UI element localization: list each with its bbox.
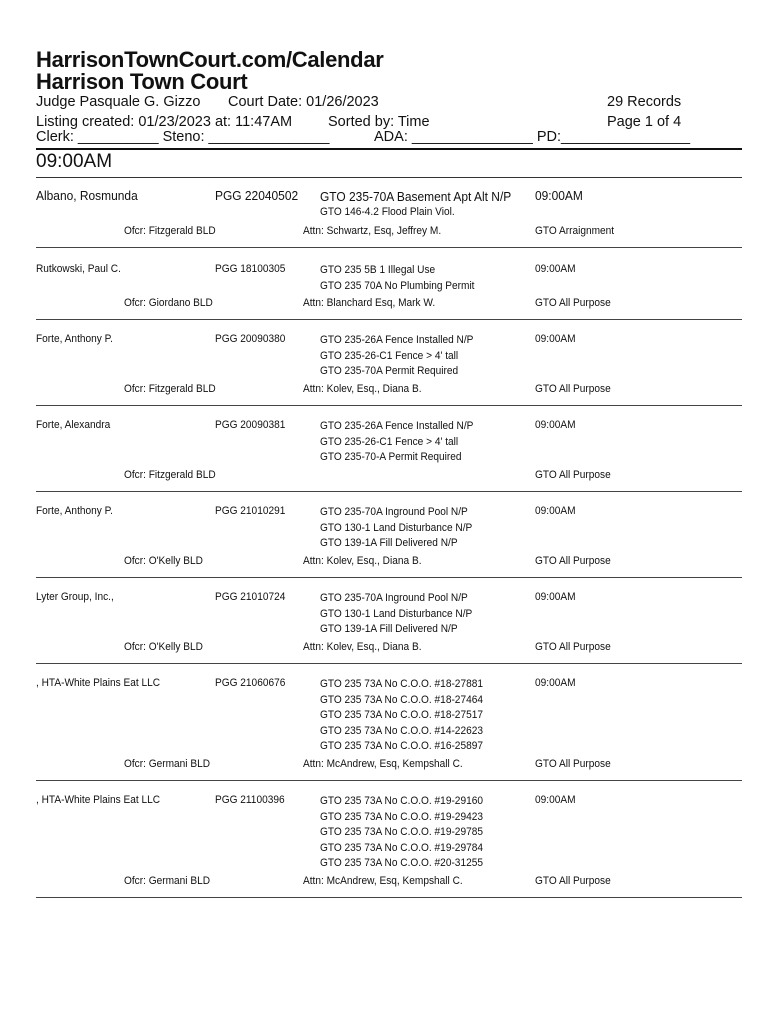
charge-line: GTO 235-70A Inground Pool N/P	[320, 592, 468, 604]
court-name: Harrison Town Court	[36, 69, 248, 94]
record-divider	[36, 405, 742, 406]
officer: Ofcr: Fitzgerald BLD	[124, 382, 216, 395]
charge-line: GTO 235-70A Inground Pool N/P	[320, 506, 468, 518]
case-number: PGG 20090380	[215, 333, 286, 345]
officer: Ofcr: O'Kelly BLD	[124, 554, 203, 567]
purpose: GTO All Purpose	[535, 468, 611, 481]
case-number: PGG 21060676	[215, 677, 286, 689]
defendant-name: Forte, Anthony P.	[36, 505, 113, 517]
charge-line: GTO 235 73A No C.O.O. #18-27464	[320, 693, 483, 706]
case-number: PGG 21100396	[215, 794, 285, 806]
purpose: GTO All Purpose	[535, 554, 611, 567]
charges-list	[320, 505, 486, 552]
charge-line: GTO 139-1A Fill Delivered N/P	[320, 537, 458, 550]
defendant-name: Albano, Rosmunda	[36, 188, 138, 203]
charge-line: GTO 235-70A Permit Required	[320, 365, 459, 378]
appearance-time: 09:00AM	[535, 591, 576, 603]
officer: Ofcr: Germani BLD	[124, 875, 211, 887]
purpose: GTO All Purpose	[535, 875, 611, 887]
record-divider	[36, 897, 742, 898]
attorney: Attn: Kolev, Esq., Diana B.	[303, 554, 422, 567]
charge-line: GTO 139-1A Fill Delivered N/P	[320, 623, 458, 636]
appearance-time: 09:00AM	[535, 188, 583, 203]
time-section-heading: 09:00AM	[36, 151, 113, 172]
defendant-name: Forte, Anthony P.	[36, 333, 113, 345]
appearance-time: 09:00AM	[535, 677, 576, 689]
charge-line: GTO 235-26A Fence Installed N/P	[320, 334, 474, 346]
charges-list	[320, 419, 487, 466]
defendant-name: Lyter Group, Inc.,	[36, 591, 114, 603]
charges-list	[320, 677, 497, 755]
judge-name: Judge Pasquale G. Gizzo	[36, 94, 201, 110]
sorted-by: Sorted by: Time	[328, 114, 430, 130]
charge-line: GTO 235-70A Basement Apt Alt N/P	[320, 189, 512, 204]
listing-created: Listing created: 01/23/2023 at: 11:47AM	[36, 114, 293, 130]
purpose: GTO All Purpose	[535, 382, 611, 395]
officer: Ofcr: Fitzgerald BLD	[124, 468, 216, 481]
court-date: Court Date: 01/26/2023	[228, 94, 379, 110]
charge-line: GTO 235 73A No C.O.O. #20-31255	[320, 857, 483, 870]
charge-line: GTO 130-1 Land Disturbance N/P	[320, 607, 473, 620]
appearance-time: 09:00AM	[535, 419, 576, 431]
page-indicator: Page 1 of 4	[607, 114, 682, 130]
charge-line: GTO 235 5B 1 Illegal Use	[320, 264, 436, 276]
charge-line: GTO 235 73A No C.O.O. #18-27881	[320, 678, 483, 690]
attorney: Attn: Kolev, Esq., Diana B.	[303, 382, 422, 395]
case-number: PGG 22040502	[215, 188, 299, 203]
case-number: PGG 21010724	[215, 591, 286, 603]
charge-line: GTO 235 73A No C.O.O. #14-22623	[320, 724, 483, 737]
record-divider	[36, 319, 742, 320]
attorney: Attn: McAndrew, Esq, Kempshall C.	[303, 875, 463, 887]
charge-line: GTO 146-4.2 Flood Plain Viol.	[320, 206, 455, 218]
ada-pd-line: ADA: _______________ PD:________________	[374, 129, 691, 145]
charge-line: GTO 235-70-A Permit Required	[320, 451, 462, 464]
record-divider	[36, 577, 742, 578]
case-number: PGG 21010291	[215, 505, 286, 517]
officer: Ofcr: O'Kelly BLD	[124, 640, 203, 653]
appearance-time: 09:00AM	[535, 794, 576, 806]
appearance-time: 09:00AM	[535, 263, 576, 275]
defendant-name: Rutkowski, Paul C.	[36, 263, 121, 275]
case-number: PGG 18100305	[215, 263, 286, 275]
charge-line: GTO 235 73A No C.O.O. #19-29784	[320, 841, 483, 854]
charges-list	[320, 591, 486, 638]
defendant-name: Forte, Alexandra	[36, 419, 111, 431]
record-divider	[36, 491, 742, 492]
charge-line: GTO 235-26A Fence Installed N/P	[320, 420, 474, 432]
purpose: GTO Arraignment	[535, 225, 615, 237]
charges-list	[320, 188, 528, 221]
section-divider	[36, 177, 742, 178]
charge-line: GTO 235 73A No C.O.O. #19-29785	[320, 826, 483, 839]
page-title: HarrisonTownCourt.com/Calendar	[36, 47, 384, 72]
charge-line: GTO 235 70A No Plumbing Permit	[320, 279, 475, 292]
header-divider	[36, 148, 742, 150]
record-divider	[36, 663, 742, 664]
charge-line: GTO 235 73A No C.O.O. #19-29160	[320, 795, 483, 807]
charge-line: GTO 235-26-C1 Fence > 4' tall	[320, 349, 459, 362]
charge-line: GTO 130-1 Land Disturbance N/P	[320, 521, 473, 534]
appearance-time: 09:00AM	[535, 333, 576, 345]
charge-line: GTO 235 73A No C.O.O. #19-29423	[320, 810, 483, 823]
charge-line: GTO 235 73A No C.O.O. #16-25897	[320, 740, 483, 753]
officer: Ofcr: Giordano BLD	[124, 297, 213, 310]
charges-list	[320, 333, 487, 380]
attorney: Attn: Kolev, Esq., Diana B.	[303, 640, 422, 653]
officer: Ofcr: Germani BLD	[124, 758, 211, 770]
purpose: GTO All Purpose	[535, 297, 611, 310]
attorney: Attn: Schwartz, Esq, Jeffrey M.	[303, 225, 442, 237]
officer: Ofcr: Fitzgerald BLD	[124, 225, 216, 237]
purpose: GTO All Purpose	[535, 758, 611, 770]
record-divider	[36, 780, 742, 781]
case-number: PGG 20090381	[215, 419, 286, 431]
charge-line: GTO 235 73A No C.O.O. #18-27517	[320, 709, 483, 722]
defendant-name: , HTA-White Plains Eat LLC	[36, 677, 161, 689]
charges-list	[320, 263, 488, 294]
appearance-time: 09:00AM	[535, 505, 576, 517]
clerk-steno-line: Clerk: __________ Steno: _______________	[36, 129, 330, 145]
attorney: Attn: McAndrew, Esq, Kempshall C.	[303, 758, 463, 770]
record-divider	[36, 247, 742, 248]
record-count: 29 Records	[607, 94, 682, 110]
purpose: GTO All Purpose	[535, 640, 611, 653]
defendant-name: , HTA-White Plains Eat LLC	[36, 794, 161, 806]
charge-line: GTO 235-26-C1 Fence > 4' tall	[320, 435, 459, 448]
attorney: Attn: Blanchard Esq, Mark W.	[303, 297, 436, 310]
charges-list	[320, 794, 497, 872]
